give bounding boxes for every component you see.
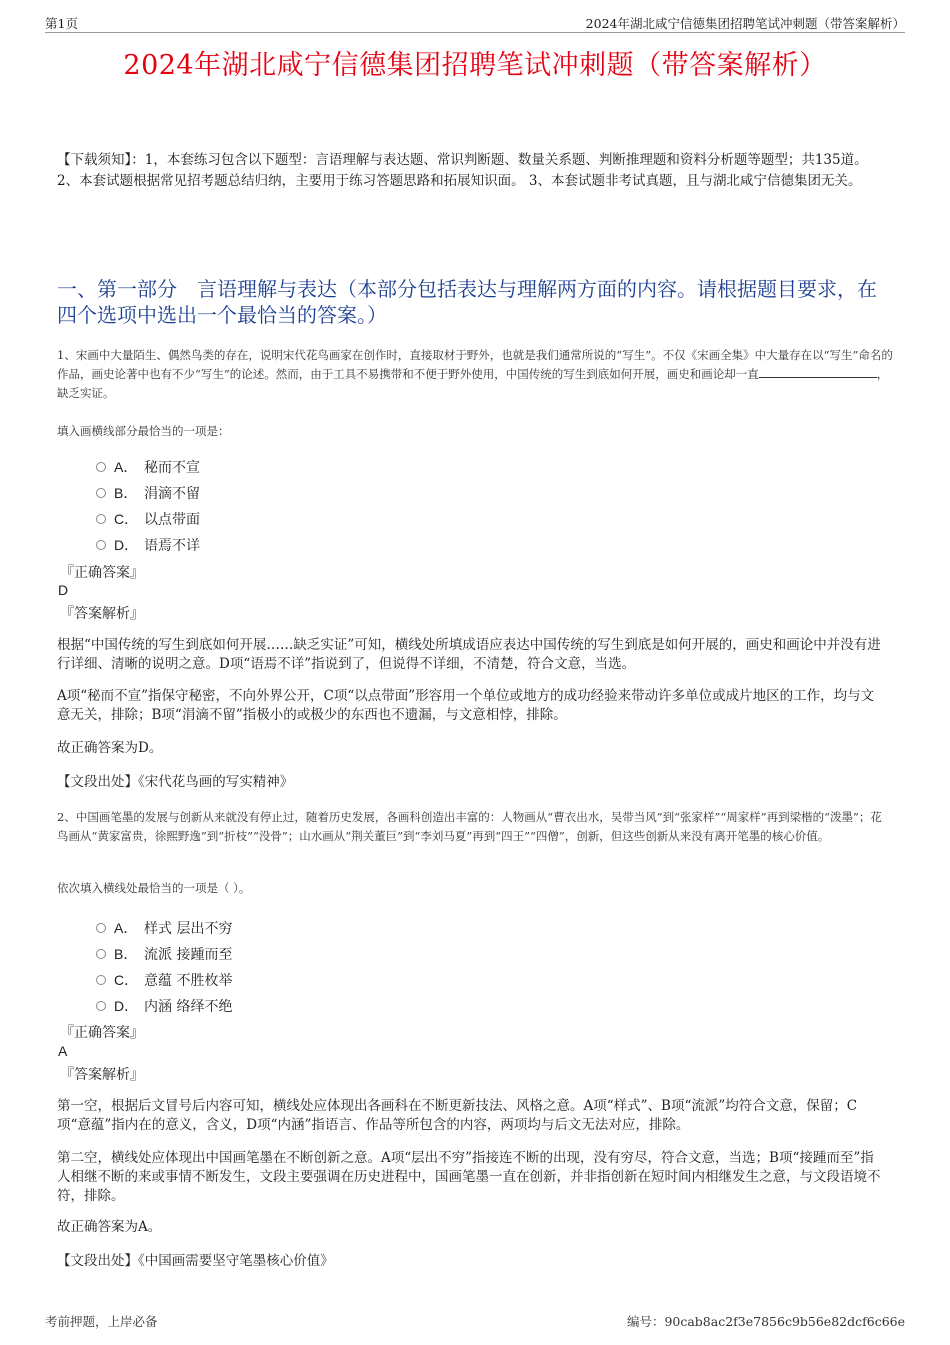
radio-icon[interactable]: [96, 949, 106, 959]
radio-icon[interactable]: [96, 540, 106, 550]
radio-icon[interactable]: [96, 462, 106, 472]
page-number: 第1页: [45, 16, 78, 31]
question-2-option-a[interactable]: A． 样式 层出不穷: [96, 918, 232, 938]
question-2-option-c[interactable]: C． 意蕴 不胜枚举: [96, 970, 232, 990]
source-citation: 【文段出处】《中国画需要坚守笔墨核心价值》: [57, 1253, 334, 1269]
correct-answer: A: [58, 1043, 68, 1059]
header-doc-title: 2024年湖北咸宁信德集团招聘笔试冲刺题（带答案解析）: [585, 16, 905, 31]
radio-icon[interactable]: [96, 488, 106, 498]
question-2-option-d[interactable]: D． 内涵 络绎不绝: [96, 996, 232, 1016]
radio-icon[interactable]: [96, 975, 106, 985]
question-1-text-before: 1、宋画中大量陌生、偶然鸟类的存在，说明宋代花鸟画家在创作时，直接取材于野外，也就是我们通常所说的“写生”。不仅《宋画全集》中大量存在以“写生”命名的作品，画史论著中也有不少“写生”的论述。然而，由于工具不易携带和不便于野外使用，中国传统的写生到底如何开展，画史和画论却一直: [57, 348, 893, 381]
source-citation: 【文段出处】《宋代花鸟画的写实精神》: [57, 774, 294, 790]
radio-icon[interactable]: [96, 514, 106, 524]
radio-icon[interactable]: [96, 1001, 106, 1011]
question-1-option-a[interactable]: A． 秘而不宣: [96, 457, 200, 477]
footer-serial: 编号：90cab8ac2f3e7856c9b56e82dcf6c66e: [626, 1314, 905, 1329]
analysis-label: 『答案解析』: [60, 606, 144, 622]
analysis-paragraph: 根据“中国传统的写生到底如何开展……缺乏实证”可知，横线处所填成语应表达中国传统的写生到底是如何开展的，画史和画论中并没有进行详细、清晰的说明之意。D项“语焉不详”指说到了，但说得不详细，不清楚，符合文意，当选。: [57, 637, 881, 672]
document-title: 2024年湖北咸宁信德集团招聘笔试冲刺题（带答案解析）: [123, 50, 827, 81]
question-1-text: [57, 346, 893, 403]
question-2-text: 2、中国画笔墨的发展与创新从来就没有停止过，随着历史发展，各画科创造出丰富的：人物画从“曹衣出水，吴带当风”到“张家样”“周家样”再到梁楷的“泼墨”；花鸟画从“黄家富贵，徐熙野逸”到“折枝”“没骨”；山水画从“荆关董巨”到“李刘马夏”再到“四王”“四僧”，创新，但这些创新从来没有离开笔墨的核心价值。: [57, 810, 882, 843]
question-1-option-d[interactable]: D． 语焉不详: [96, 535, 200, 555]
analysis-label: 『答案解析』: [60, 1067, 144, 1083]
analysis-conclusion: 故正确答案为A。: [57, 1219, 162, 1235]
page-header: [45, 12, 905, 33]
analysis-paragraph: 第二空，横线处应体现出中国画笔墨在不断创新之意。A项“层出不穷”指接连不断的出现，没有穷尽，符合文意，当选；B项“接踵而至”指人相继不断的来或事情不断发生，文段主要强调在历史进程中，国画笔墨一直在创新，并非指创新在短时间内相继发生之意，与文段语境不符，排除。: [57, 1150, 881, 1204]
section-title: 一、第一部分 言语理解与表达（本部分包括表达与理解两方面的内容。请根据题目要求，在四个选项中选出一个最恰当的答案。）: [57, 277, 877, 327]
correct-answer-label: 『正确答案』: [60, 1025, 144, 1041]
analysis-conclusion: 故正确答案为D。: [57, 740, 163, 756]
question-1-prompt: 填入画横线部分最恰当的一项是：: [57, 424, 230, 438]
correct-answer-label: 『正确答案』: [60, 565, 144, 581]
download-notice: 【下载须知】：1，本套练习包含以下题型：言语理解与表达题、常识判断题、数量关系题、判断推理题和资料分析题等题型；共135道。 2、本套试题根据常见招考题总结归纳，主要用于练习答题思路和拓展知识面。 3、本套试题非考试真题，且与湖北咸宁信德集团无关。: [57, 152, 868, 189]
footer-slogan: 考前押题，上岸必备: [45, 1314, 158, 1329]
analysis-paragraph: 第一空，根据后文冒号后内容可知，横线处应体现出各画科在不断更新技法、风格之意。A项“样式”、B项“流派”均符合文意，保留；C项“意蕴”指内在的意义，含义，D项“内涵”指语言、作品等所包含的内容，两项均与后文无法对应，排除。: [57, 1098, 858, 1133]
question-2-option-b[interactable]: B． 流派 接踵而至: [96, 944, 232, 964]
answer-blank: [759, 365, 877, 378]
analysis-paragraph: A项“秘而不宣”指保守秘密，不向外界公开，C项“以点带面”形容用一个单位或地方的成功经验来带动许多单位或成片地区的工作，均与文意无关，排除；B项“涓滴不留”指极小的或极少的东西也不遗漏，与文意相悖，排除。: [57, 688, 875, 723]
question-1-option-b[interactable]: B． 涓滴不留: [96, 483, 200, 503]
radio-icon[interactable]: [96, 923, 106, 933]
question-1-option-c[interactable]: C． 以点带面: [96, 509, 200, 529]
question-2-prompt: 依次填入横线处最恰当的一项是（ ）。: [57, 881, 251, 895]
correct-answer: D: [58, 582, 69, 598]
question-1-text-after: ，缺乏实证。: [57, 367, 889, 400]
